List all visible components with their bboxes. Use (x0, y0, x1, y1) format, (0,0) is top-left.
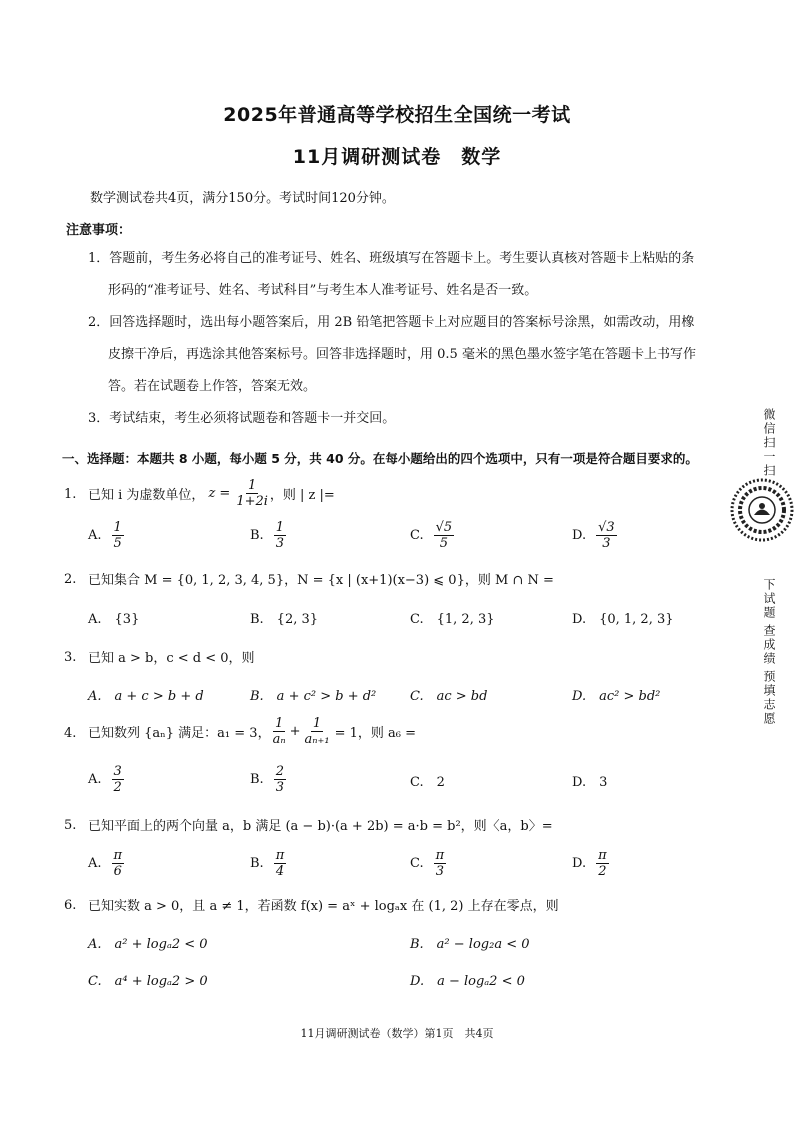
denominator: 3 (435, 864, 445, 879)
numerator: √5 (435, 520, 453, 535)
numerator: 1 (312, 716, 322, 731)
option-a[interactable]: A. a² + logₐ2 < 0 (88, 937, 208, 952)
option-d[interactable]: D. ac² > bd² (572, 689, 661, 704)
denominator: 1+2i (236, 494, 268, 509)
denominator: aₙ₊₁ (304, 732, 330, 747)
option-a[interactable]: A. a + c > b + d (88, 689, 204, 704)
numerator: 3 (113, 764, 122, 779)
qr-code-icon[interactable] (730, 478, 794, 548)
fraction (303, 716, 332, 747)
denominator: 5 (439, 536, 449, 551)
question-number: 6. (64, 898, 77, 913)
denominator: 2 (113, 780, 122, 795)
numerator: 1 (274, 716, 284, 731)
option-b[interactable]: B. {2, 3} (250, 612, 319, 627)
fraction (274, 848, 287, 879)
question-number: 2. (64, 572, 77, 587)
numerator: π (113, 848, 123, 863)
question-1-stem (88, 478, 335, 509)
notice-item-2-cont2: 答。若在试题卷上作答，答案无效。 (108, 379, 317, 394)
fraction (234, 478, 270, 509)
page-title: 2025年普通高等学校招生全国统一考试 (223, 104, 571, 126)
denominator: 3 (275, 780, 284, 795)
option-label: A. (88, 772, 102, 787)
option-label: A. (88, 856, 102, 871)
option-b[interactable] (250, 848, 286, 879)
numerator: 1 (275, 520, 284, 535)
page-subtitle: 11月调研测试卷 数学 (292, 146, 502, 168)
stem-text: ，则 | z |= (269, 488, 335, 503)
intro-text: 数学测试卷共4页，满分150分。考试时间120分钟。 (90, 191, 395, 206)
sidebar-line-1: 下试题 (762, 578, 776, 620)
numerator: π (435, 848, 445, 863)
option-c[interactable]: C. 2 (410, 775, 445, 790)
option-d[interactable] (572, 848, 609, 879)
numerator: √3 (598, 520, 615, 535)
fraction (434, 848, 447, 879)
fraction (596, 848, 609, 879)
question-3-stem: 已知 a > b，c < d < 0，则 (88, 651, 255, 666)
notice-item-2: 2．回答选择题时，选出每小题答案后，用 2B 铅笔把答题卡上对应题目的答案标号涂黑，如需改动，用橡 (88, 315, 695, 330)
option-label: C. (410, 528, 424, 543)
option-b[interactable] (250, 520, 286, 551)
option-a[interactable] (88, 520, 124, 551)
sidebar-line-2: 查成绩 (762, 624, 776, 666)
option-d[interactable] (572, 520, 617, 551)
fraction (596, 520, 617, 551)
fraction (274, 764, 286, 795)
numerator: 2 (275, 764, 284, 779)
fraction (112, 764, 124, 795)
stem-text: = 1，则 a₆ = (334, 726, 417, 741)
option-c[interactable]: C. a⁴ + logₐ2 > 0 (88, 974, 208, 989)
denominator: 3 (602, 536, 611, 551)
sidebar-line-3: 预填志愿 (762, 670, 776, 726)
fraction (434, 520, 455, 551)
fraction (271, 716, 288, 747)
numerator: π (598, 848, 607, 863)
denominator: aₙ (272, 732, 286, 747)
denominator: 2 (598, 864, 607, 879)
question-6-stem: 已知实数 a > 0，且 a ≠ 1，若函数 f(x) = aˣ + logₐx 在 (1, 2) 上存在零点，则 (88, 899, 559, 914)
option-c[interactable] (410, 848, 446, 879)
option-a[interactable]: A. {3} (88, 612, 140, 627)
option-c[interactable] (410, 520, 454, 551)
option-label: B. (250, 528, 264, 543)
denominator: 4 (275, 864, 285, 879)
denominator: 3 (275, 536, 284, 551)
question-number: 4. (64, 726, 77, 741)
option-label: C. (410, 856, 424, 871)
notice-heading: 注意事项： (66, 223, 132, 238)
question-number: 5. (64, 818, 77, 833)
fraction (112, 848, 125, 879)
notice-item-1: 1．答题前，考生务必将自己的准考证号、姓名、班级填写在答题卡上。考生要认真核对答题卡上粘贴的条 (88, 251, 695, 266)
sidebar-scan-text: 微信扫一扫 (762, 408, 776, 478)
question-4-stem (88, 716, 416, 747)
page-footer: 11月调研测试卷（数学）第1页 共4页 (300, 1027, 494, 1040)
question-5-stem: 已知平面上的两个向量 a，b 满足 (a − b)·(a + 2b) = a·b = b²，则〈a，b〉= (88, 819, 553, 834)
notice-item-1-cont: 形码的“准考证号、姓名、考试科目”与考生本人准考证号、姓名是否一致。 (108, 283, 538, 298)
denominator: 5 (113, 536, 122, 551)
option-label: B. (250, 772, 264, 787)
question-number: 1. (64, 487, 77, 502)
option-b[interactable]: B. a² − log₂a < 0 (410, 937, 530, 952)
option-d[interactable]: D. {0, 1, 2, 3} (572, 612, 674, 627)
option-d[interactable]: D. 3 (572, 775, 608, 790)
stem-text: 已知 i 为虚数单位， (88, 488, 205, 503)
option-a[interactable] (88, 848, 124, 879)
option-label: D. (572, 528, 587, 543)
question-number: 3. (64, 650, 77, 665)
option-label: B. (250, 856, 264, 871)
numerator: π (275, 848, 285, 863)
option-c[interactable]: C. ac > bd (410, 689, 488, 704)
option-d[interactable]: D. a − logₐ2 < 0 (410, 974, 525, 989)
option-label: D. (572, 856, 587, 871)
notice-item-2-cont: 皮擦干净后，再选涂其他答案标号。回答非选择题时，用 0.5 毫米的黑色墨水签字笔在答题卡上书写作 (108, 347, 696, 362)
fraction (112, 520, 124, 551)
option-b[interactable] (250, 764, 286, 795)
numerator: 1 (113, 520, 122, 535)
option-b[interactable]: B. a + c² > b + d² (250, 689, 377, 704)
option-a[interactable] (88, 764, 124, 795)
option-c[interactable]: C. {1, 2, 3} (410, 612, 495, 627)
fraction (274, 520, 286, 551)
qr-graphic (730, 478, 794, 542)
question-2-stem: 已知集合 M = {0, 1, 2, 3, 4, 5}，N = {x | (x+1)(x−3) ⩽ 0}，则 M ∩ N = (88, 573, 554, 588)
stem-text: 已知数列 {aₙ} 满足：a₁ = 3， (88, 726, 271, 741)
section-heading: 一、选择题：本题共 8 小题，每小题 5 分，共 40 分。在每小题给出的四个选项中，只有一项是符合题目要求的。 (62, 451, 698, 466)
plus-sign: + (289, 724, 301, 739)
option-label: A. (88, 528, 102, 543)
numerator: 1 (247, 478, 257, 493)
notice-item-3: 3．考试结束，考生必须将试题卷和答题卡一并交回。 (88, 411, 396, 426)
denominator: 6 (113, 864, 122, 879)
z-label: z = (208, 486, 231, 501)
